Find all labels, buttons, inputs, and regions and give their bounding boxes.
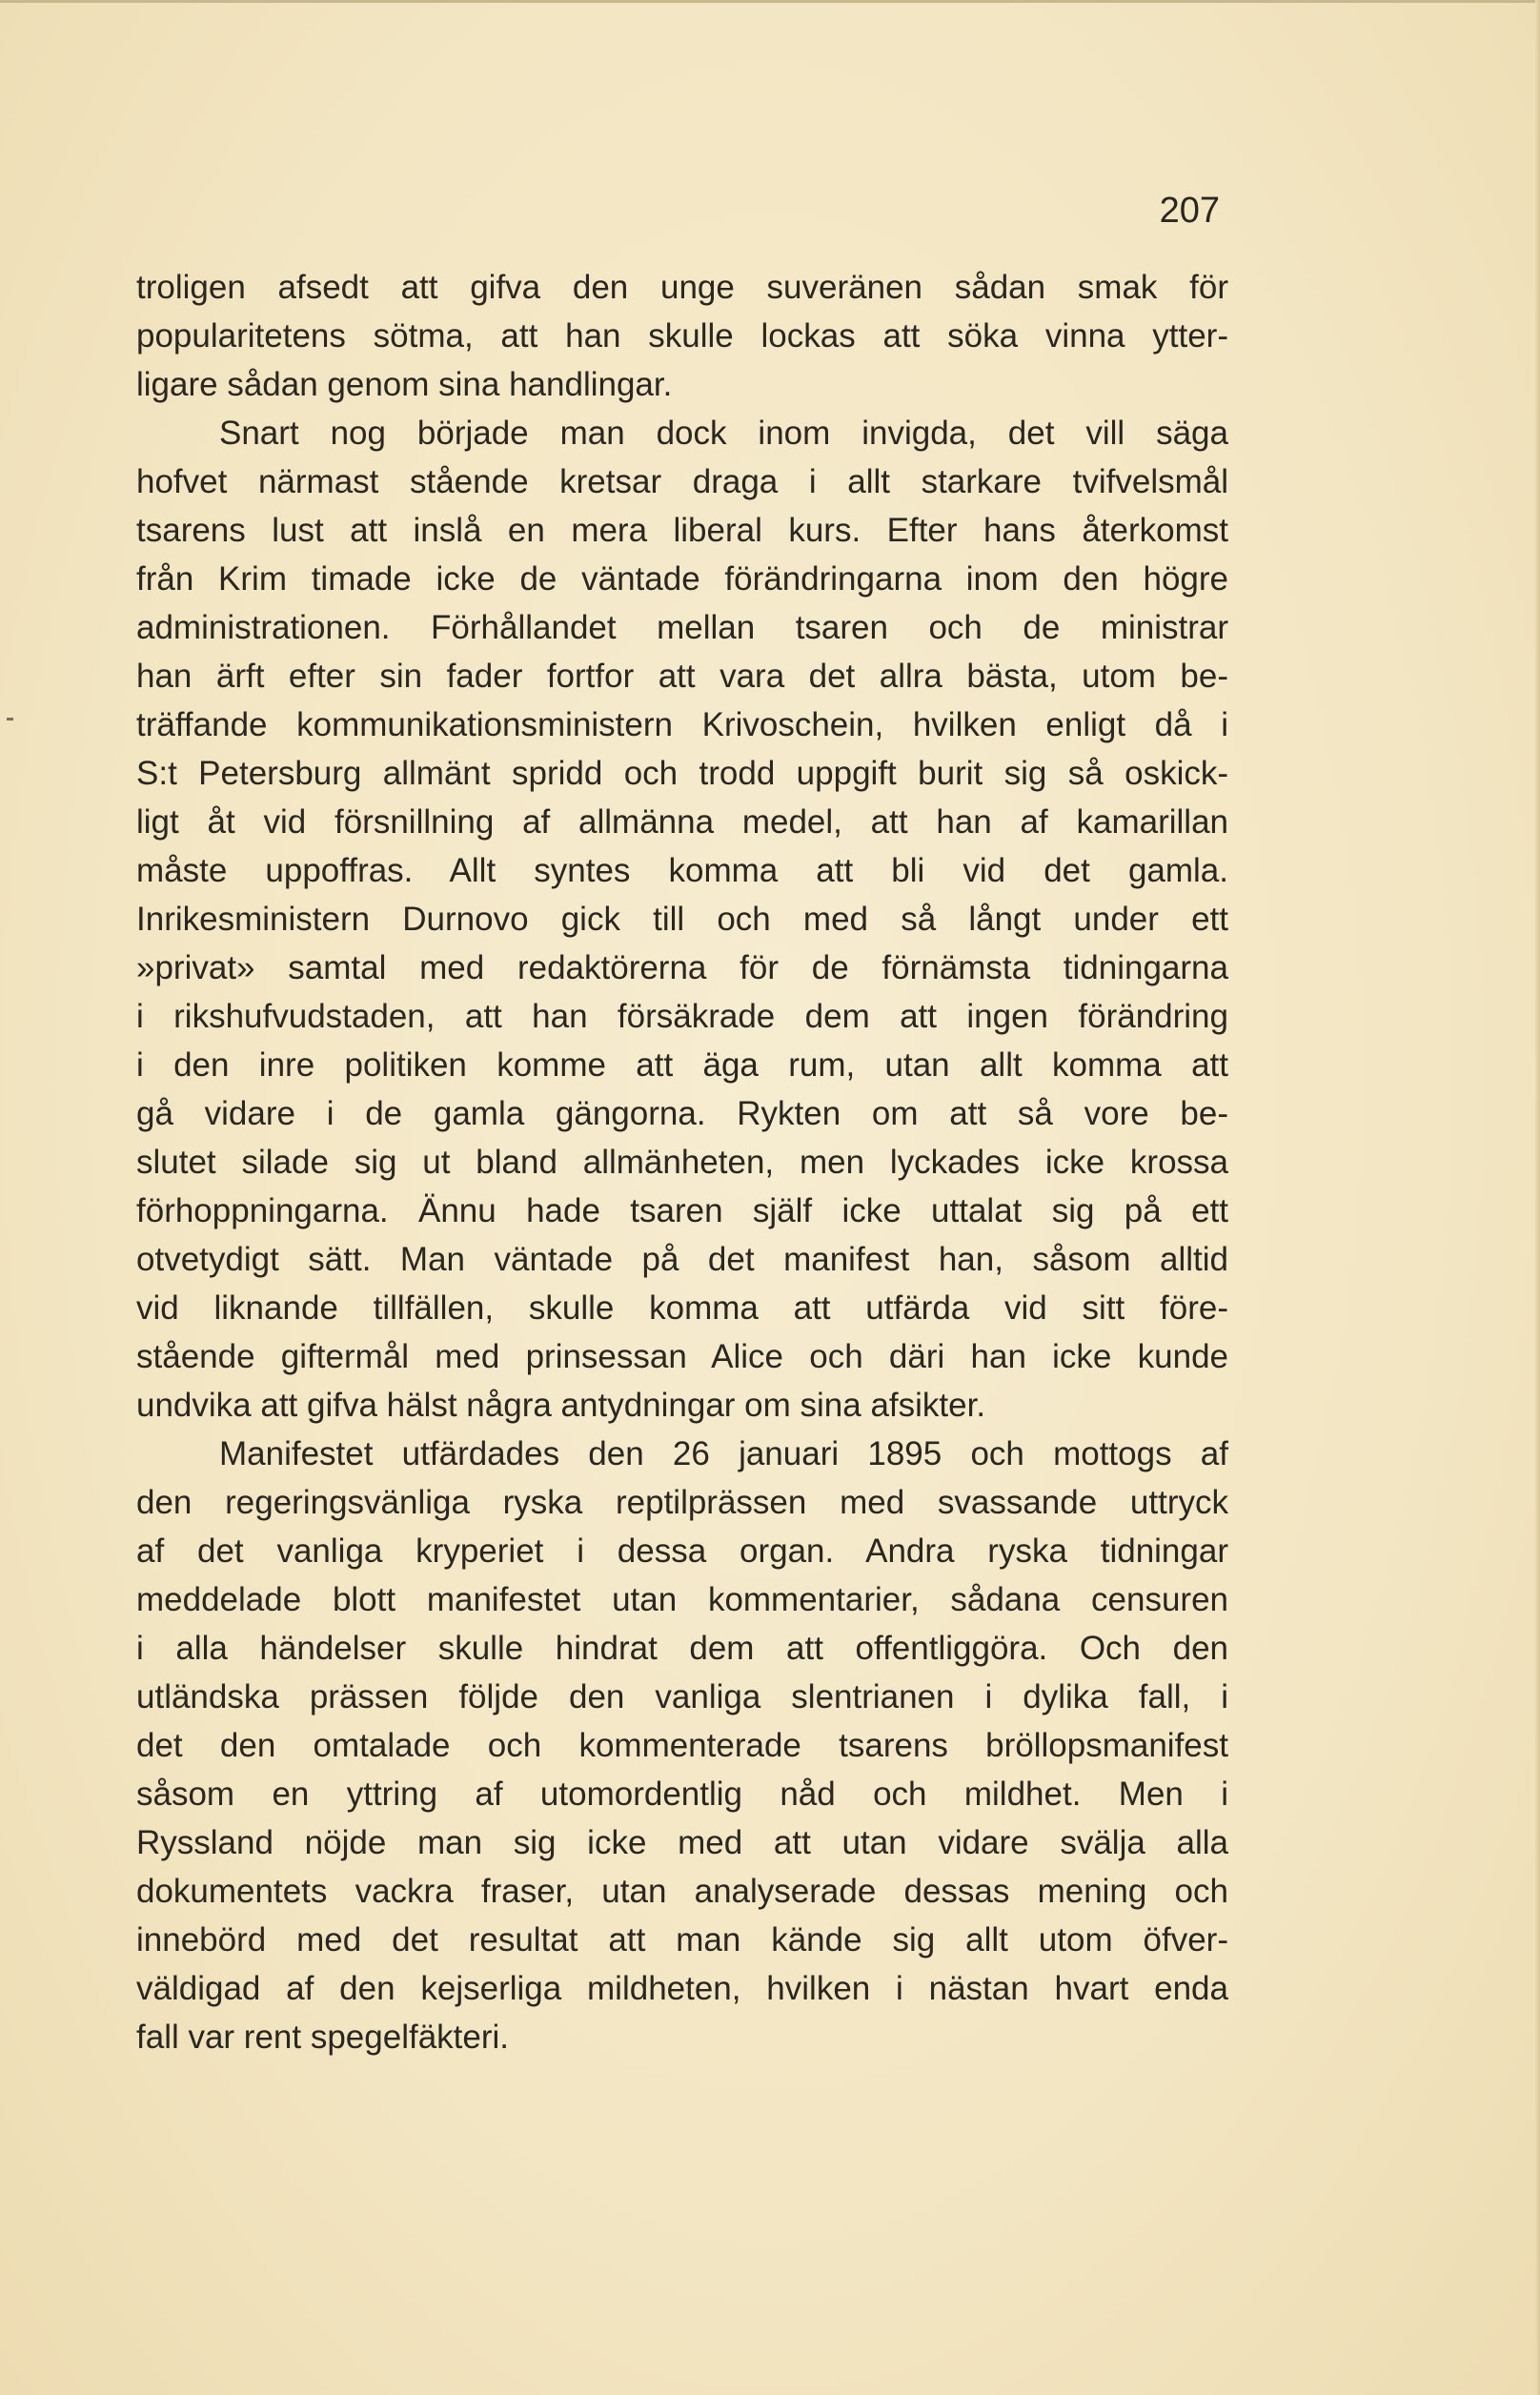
text-line: såsom en yttring af utomordentlig nåd och mildhet. Men i bbox=[136, 1776, 1228, 1813]
text-line: meddelade blott manifestet utan kommentarier, sådana censuren bbox=[136, 1581, 1228, 1618]
text-line: Manifestet utfärdades den 26 januari 1895 och mottogs af bbox=[219, 1435, 1228, 1472]
text-line: utländska prässen följde den vanliga slentrianen i dylika fall, i bbox=[136, 1678, 1228, 1715]
text-line: det den omtalade och kommenterade tsarens bröllopsmanifest bbox=[136, 1727, 1228, 1764]
text-line: »privat» samtal med redaktörerna för de förnämsta tidningarna bbox=[136, 949, 1228, 986]
text-line: innebörd med det resultat att man kände sig allt utom öfver- bbox=[136, 1921, 1228, 1959]
text-line: Ryssland nöjde man sig icke med att utan vidare svälja alla bbox=[136, 1824, 1228, 1861]
text-line: väldigad af den kejserliga mildheten, hvilken i nästan hvart enda bbox=[136, 1970, 1228, 2007]
text-line: den regeringsvänliga ryska reptilprässen med svassande uttryck bbox=[136, 1484, 1228, 1521]
text-line: träffande kommunikationsministern Krivoschein, hvilken enligt då i bbox=[136, 706, 1228, 743]
text-line: ligt åt vid försnillning af allmänna medel, att han af kamarillan bbox=[136, 803, 1228, 841]
text-line: slutet silade sig ut bland allmänheten, men lyckades icke krossa bbox=[136, 1144, 1228, 1181]
text-line: popularitetens sötma, att han skulle lockas att söka vinna ytter- bbox=[136, 317, 1228, 355]
text-line: tsarens lust att inslå en mera liberal kurs. Efter hans återkomst bbox=[136, 512, 1228, 549]
text-line: i den inre politiken komme att äga rum, utan allt komma att bbox=[136, 1046, 1228, 1084]
text-line: stående giftermål med prinsessan Alice och däri han icke kunde bbox=[136, 1338, 1228, 1375]
text-line: fall var rent spegelfäkteri. bbox=[136, 2019, 510, 2056]
text-line: Snart nog började man dock inom invigda, det vill säga bbox=[219, 415, 1228, 452]
text-line: administrationen. Förhållandet mellan tsaren och de ministrar bbox=[136, 609, 1228, 646]
text-line: han ärft efter sin fader fortfor att vara det allra bästa, utom be- bbox=[136, 658, 1228, 695]
page-number: 207 bbox=[1159, 191, 1220, 231]
page-top-edge bbox=[0, 0, 1540, 3]
text-line: otvetydigt sätt. Man väntade på det manifest han, såsom alltid bbox=[136, 1241, 1228, 1278]
text-line: i rikshufvudstaden, att han försäkrade dem att ingen förändring bbox=[136, 998, 1228, 1035]
text-line: undvika att gifva hälst några antydningar om sina afsikter. bbox=[136, 1387, 986, 1424]
text-line: i alla händelser skulle hindrat dem att offentliggöra. Och den bbox=[136, 1630, 1228, 1667]
text-line: hofvet närmast stående kretsar draga i allt starkare tvifvelsmål bbox=[136, 463, 1228, 500]
body-text bbox=[136, 263, 1228, 2061]
text-line: ligare sådan genom sina handlingar. bbox=[136, 366, 673, 403]
text-line: gå vidare i de gamla gängorna. Rykten om att så vore be- bbox=[136, 1095, 1228, 1132]
text-line: Inrikesministern Durnovo gick till och med så långt under ett bbox=[136, 901, 1228, 938]
text-line: troligen afsedt att gifva den unge suveränen sådan smak för bbox=[136, 269, 1228, 306]
text-line: af det vanliga kryperiet i dessa organ. Andra ryska tidningar bbox=[136, 1532, 1228, 1570]
text-line: dokumentets vackra fraser, utan analyserade dessas mening och bbox=[136, 1873, 1228, 1910]
text-line: förhoppningarna. Ännu hade tsaren själf icke uttalat sig på ett bbox=[136, 1192, 1228, 1229]
text-line: måste uppoffras. Allt syntes komma att bli vid det gamla. bbox=[136, 852, 1228, 889]
text-line: vid liknande tillfällen, skulle komma att utfärda vid sitt före- bbox=[136, 1289, 1228, 1327]
page-right-edge bbox=[1535, 0, 1540, 2395]
margin-mark bbox=[7, 718, 13, 721]
text-line: från Krim timade icke de väntade förändringarna inom den högre bbox=[136, 560, 1228, 598]
text-line: S:t Petersburg allmänt spridd och trodd uppgift burit sig så oskick- bbox=[136, 755, 1228, 792]
